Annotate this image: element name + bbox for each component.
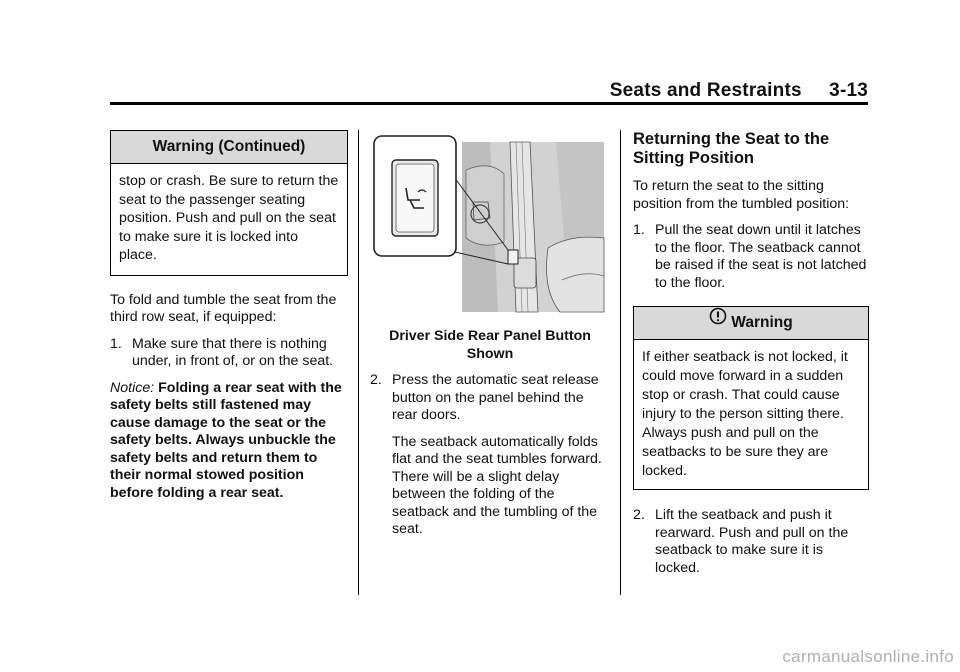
- notice-text: Folding a rear seat with the safety belts still fastened may cause damage to the seat or the safety belts. Always unbuckle the safety belts and return them to their normal stowed position before folding a rear seat.: [110, 379, 342, 501]
- list-number: 2.: [633, 507, 645, 523]
- header-rule: [110, 102, 868, 105]
- watermark: carmanualsonline.info: [782, 647, 954, 666]
- list-text: Pull the seat down until it latches to the floor. The seatback cannot be raised if the seat is not latched to the floor.: [655, 222, 867, 291]
- warning-box: [633, 306, 869, 490]
- warning-box-title: Warning: [731, 314, 793, 332]
- list-number: 1.: [110, 335, 122, 352]
- list-item: [370, 372, 610, 425]
- figure-caption: Driver Side Rear Panel Button Shown: [389, 328, 591, 362]
- notice-label: Notice:: [110, 379, 155, 396]
- list-text: Make sure that there is nothing under, in front of, or on the seat.: [132, 335, 334, 369]
- right-column: [633, 130, 869, 577]
- column-divider: [620, 130, 621, 595]
- warning-circle-icon: [709, 305, 727, 337]
- warning-box-body: If either seatback is not locked, it could move forward in a sudden stop or crash. That could cause injury to the person sitting there. Always push and pull on the seatbacks to be sure they are locked.: [642, 349, 848, 479]
- list-number: 2.: [370, 372, 382, 388]
- fold-intro: To fold and tumble the seat from the third row seat, if equipped:: [110, 291, 337, 325]
- list-text: Lift the seatback and push it rearward. Push and pull on the seatback to make sure it is locked.: [655, 507, 849, 576]
- list-number: 1.: [633, 222, 645, 238]
- page-number: 3-13: [829, 80, 868, 101]
- page-header: [610, 80, 868, 102]
- seat-release-figure: [370, 130, 606, 314]
- left-column: [110, 130, 348, 502]
- notice-paragraph: [110, 380, 348, 503]
- warning-continued-box: [110, 130, 348, 276]
- section-heading: Returning the Seat to the Sitting Position: [633, 130, 830, 167]
- warning-box-header: [634, 307, 868, 340]
- list-item: [633, 507, 869, 577]
- step-detail: The seatback automatically folds flat and the seat tumbles forward. There will be a slight delay between the folding of the seatback and the tumbling of the seat.: [392, 433, 602, 537]
- warning-box-body: stop or crash. Be sure to return the seat to the passenger seating position. Push and pull on the seat to make sure it is locked into place.: [119, 173, 339, 263]
- warning-box-title: Warning (Continued): [111, 131, 347, 164]
- column-divider: [358, 130, 359, 595]
- return-intro: To return the seat to the sitting position from the tumbled position:: [633, 178, 850, 212]
- section-title: Seats and Restraints: [609, 80, 802, 101]
- seat-release-panel-illustration: [370, 130, 606, 314]
- middle-column: [370, 130, 610, 539]
- list-item: [110, 336, 348, 371]
- list-text: Press the automatic seat release button on the panel behind the rear doors.: [392, 372, 599, 423]
- list-item: [633, 222, 869, 292]
